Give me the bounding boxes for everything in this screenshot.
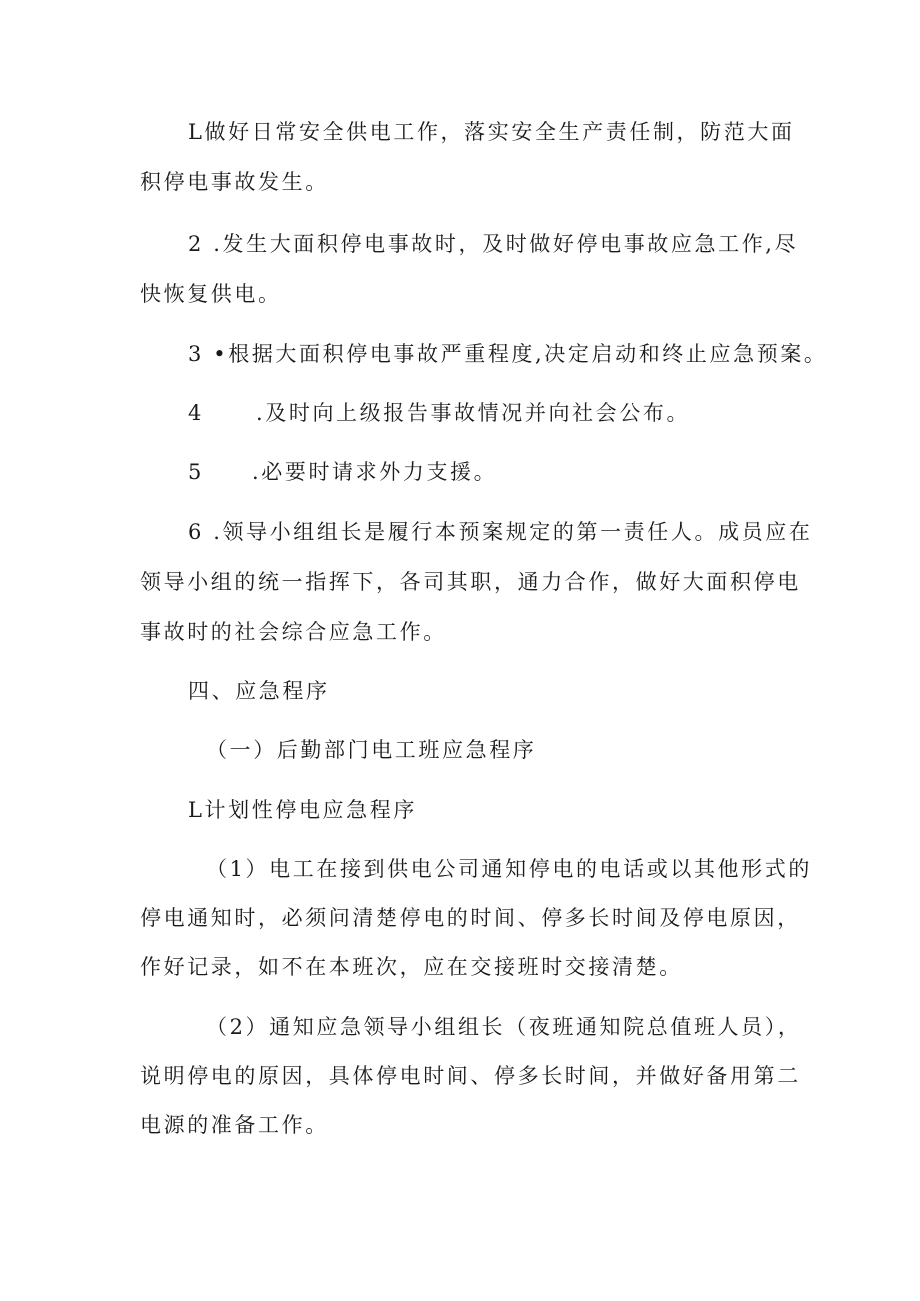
paragraph-4-number: 4	[188, 401, 204, 425]
paragraph-1-line-2: 积停电事故发生。	[140, 170, 329, 194]
paragraph-6-line-1: 6 .领导小组组长是履行本预案规定的第一责任人。成员应在	[188, 520, 813, 544]
paragraph-6-line-2: 领导小组的统一指挥下，各司其职，通力合作，做好大面积停电	[140, 570, 801, 594]
paragraph-5-number: 5	[188, 460, 204, 484]
subsection-heading-1: （一）后勤部门电工班应急程序	[206, 738, 537, 762]
step-1-line-1: （1）电工在接到供电公司通知停电的电话或以其他形式的	[206, 857, 812, 881]
section-heading-4: 四、应急程序	[188, 679, 330, 703]
paragraph-3-line-1: 3 •根据大面积停电事故严重程度,决定启动和终止应急预案。	[188, 342, 828, 366]
step-1-line-2: 停电通知时，必须问清楚停电的时间、停多长时间及停电原因，	[140, 906, 801, 930]
paragraph-5	[188, 458, 848, 486]
step-1-line-3: 作好记录，如不在本班次，应在交接班时交接清楚。	[140, 955, 683, 979]
paragraph-6-line-3: 事故时的社会综合应急工作。	[140, 620, 447, 644]
paragraph-2-line-2: 快恢复供电。	[140, 282, 282, 306]
step-2-line-2: 说明停电的原因，具体停电时间、停多长时间，并做好备用第二	[140, 1064, 801, 1088]
paragraph-2-line-1: 2 .发生大面积停电事故时，及时做好停电事故应急工作,尽	[188, 232, 799, 256]
paragraph-4	[188, 399, 848, 427]
step-2-line-1: （2）通知应急领导小组组长（夜班通知院总值班人员），	[206, 1015, 802, 1039]
paragraph-1-line-1: L做好日常安全供电工作，落实安全生产责任制，防范大面	[188, 120, 795, 144]
step-2-line-3: 电源的准备工作。	[140, 1113, 329, 1137]
paragraph-4-text: .及时向上级报告事故情况并向社会公布。	[255, 401, 691, 425]
paragraph-5-text: .必要时请求外力支援。	[251, 460, 498, 484]
item-heading-l: L计划性停电应急程序	[188, 798, 417, 822]
